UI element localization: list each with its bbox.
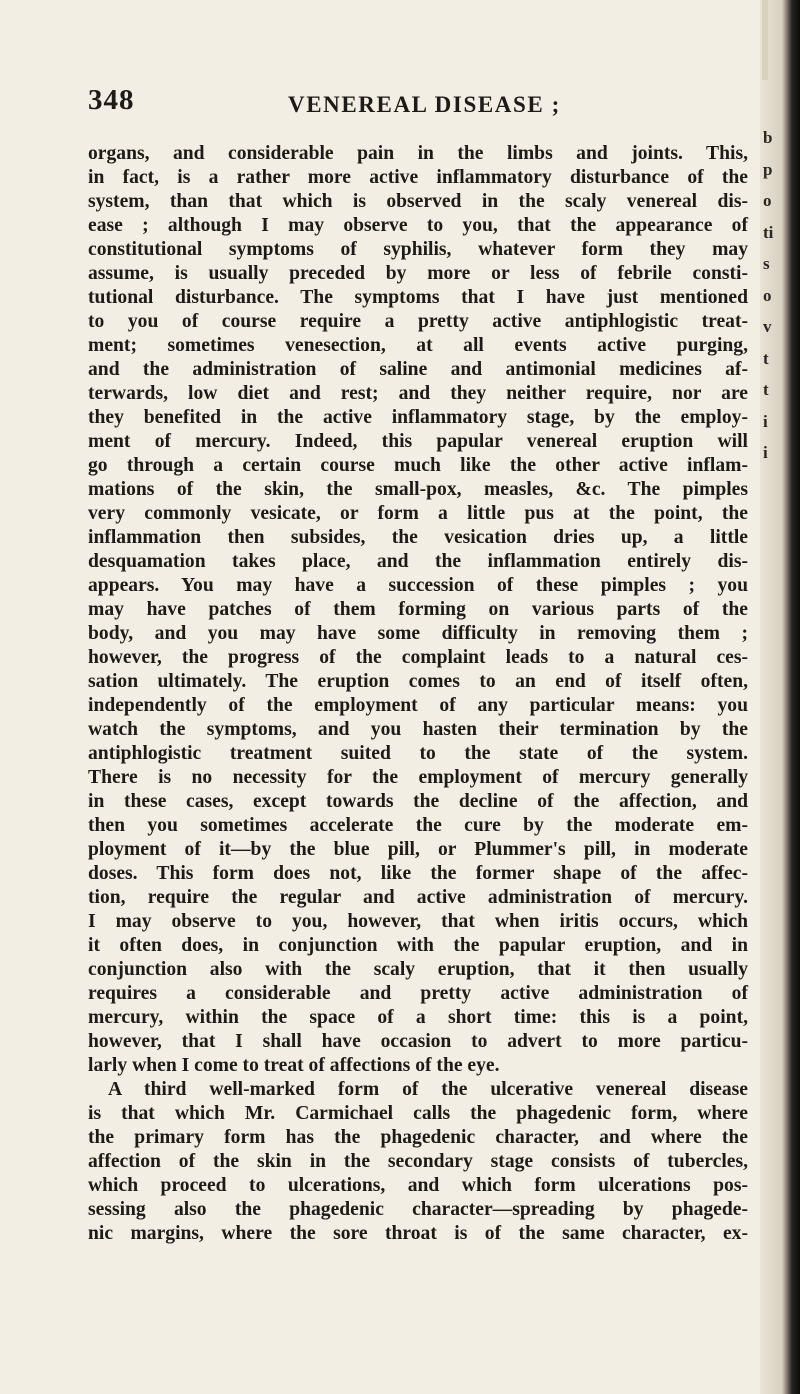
text-line: A third well-marked form of the ulcerative venereal disease	[108, 1079, 748, 1100]
text-line: nic margins, where the sore throat is of the same character, ex-	[88, 1223, 748, 1244]
edge-letter: o	[763, 191, 772, 210]
text-line: which proceed to ulcerations, and which form ulcerations pos-	[88, 1175, 748, 1196]
text-line: and the administration of saline and antimonial medicines af-	[88, 359, 748, 380]
page-number: 348	[88, 84, 135, 116]
text-line: constitutional symptoms of syphilis, whatever form they may	[88, 239, 748, 260]
text-line: then you sometimes accelerate the cure by the moderate em-	[88, 815, 748, 836]
text-line: organs, and considerable pain in the limbs and joints. This,	[88, 143, 748, 164]
text-line: assume, is usually preceded by more or less of febrile consti-	[88, 263, 748, 284]
edge-letter: ti	[763, 222, 774, 242]
edge-letter: i	[763, 411, 768, 431]
text-line: to you of course require a pretty active antiphlogistic treat-	[88, 311, 748, 332]
text-line: tutional disturbance. The symptoms that I have just mentioned	[88, 287, 748, 308]
text-line: desquamation takes place, and the inflammation entirely dis-	[88, 551, 748, 572]
edge-letter: t	[763, 380, 769, 399]
body-text	[88, 142, 748, 1246]
edge-letter: i	[763, 443, 768, 462]
text-line: larly when I come to treat of affections of the eye.	[88, 1055, 500, 1076]
text-line: There is no necessity for the employment of mercury generally	[88, 767, 748, 788]
text-line: terwards, low diet and rest; and they neither require, nor are	[88, 383, 748, 404]
text-line: I may observe to you, however, that when iritis occurs, which	[88, 911, 748, 932]
text-line: ment of mercury. Indeed, this papular venereal eruption will	[88, 431, 748, 452]
text-line: ease ; although I may observe to you, that the appearance of	[88, 215, 748, 236]
text-line: in these cases, except towards the decline of the affection, and	[88, 791, 748, 812]
running-head: VENEREAL DISEASE ;	[288, 92, 561, 117]
text-line: watch the symptoms, and you hasten their termination by the	[88, 719, 748, 740]
text-line: sessing also the phagedenic character—spreading by phagede-	[88, 1199, 748, 1220]
page-header	[88, 84, 698, 124]
text-line: appears. You may have a succession of these pimples ; you	[88, 575, 748, 596]
text-line: is that which Mr. Carmichael calls the phagedenic form, where	[88, 1103, 748, 1124]
text-line: conjunction also with the scaly eruption, that it then usually	[88, 959, 748, 980]
text-line: ment; sometimes venesection, at all events active purging,	[88, 335, 748, 356]
text-line: sation ultimately. The eruption comes to an end of itself often,	[88, 671, 748, 692]
adjacent-page-letters	[763, 122, 777, 469]
text-line: independently of the employment of any particular means: you	[88, 695, 748, 716]
text-line: the primary form has the phagedenic character, and where the	[88, 1127, 748, 1148]
edge-letter: t	[763, 348, 769, 368]
text-line: system, than that which is observed in the scaly venereal dis-	[88, 191, 748, 212]
page-edge-mark	[762, 0, 768, 80]
text-line: however, the progress of the complaint leads to a natural ces-	[88, 647, 748, 668]
edge-letter: o	[763, 285, 772, 305]
text-line: inflammation then subsides, the vesication dries up, a little	[88, 527, 748, 548]
text-line: ployment of it—by the blue pill, or Plummer's pill, in moderate	[88, 839, 748, 860]
text-line: antiphlogistic treatment suited to the state of the system.	[88, 743, 748, 764]
edge-letter: b	[763, 128, 773, 147]
text-line: mercury, within the space of a short time: this is a point,	[88, 1007, 748, 1028]
text-line: in fact, is a rather more active inflammatory disturbance of the	[88, 167, 748, 188]
text-line: tion, require the regular and active administration of mercury.	[88, 887, 748, 908]
text-line: body, and you may have some difficulty in removing them ;	[88, 623, 748, 644]
text-line: they benefited in the active inflammatory stage, by the employ-	[88, 407, 748, 428]
text-line: it often does, in conjunction with the papular eruption, and in	[88, 935, 748, 956]
text-line: affection of the skin in the secondary stage consists of tubercles,	[88, 1151, 748, 1172]
text-line: however, that I shall have occasion to advert to more particu-	[88, 1031, 748, 1052]
edge-letter: v	[763, 317, 772, 336]
text-line: requires a considerable and pretty active administration of	[88, 983, 748, 1004]
text-line: mations of the skin, the small-pox, measles, &c. The pimples	[88, 479, 748, 500]
text-line: very commonly vesicate, or form a little pus at the point, the	[88, 503, 748, 524]
edge-letter: p	[763, 159, 773, 179]
edge-letter: s	[763, 254, 770, 273]
text-line: go through a certain course much like the other active inflam-	[88, 455, 748, 476]
text-line: doses. This form does not, like the former shape of the affec-	[88, 863, 748, 884]
text-line: may have patches of them forming on various parts of the	[88, 599, 748, 620]
